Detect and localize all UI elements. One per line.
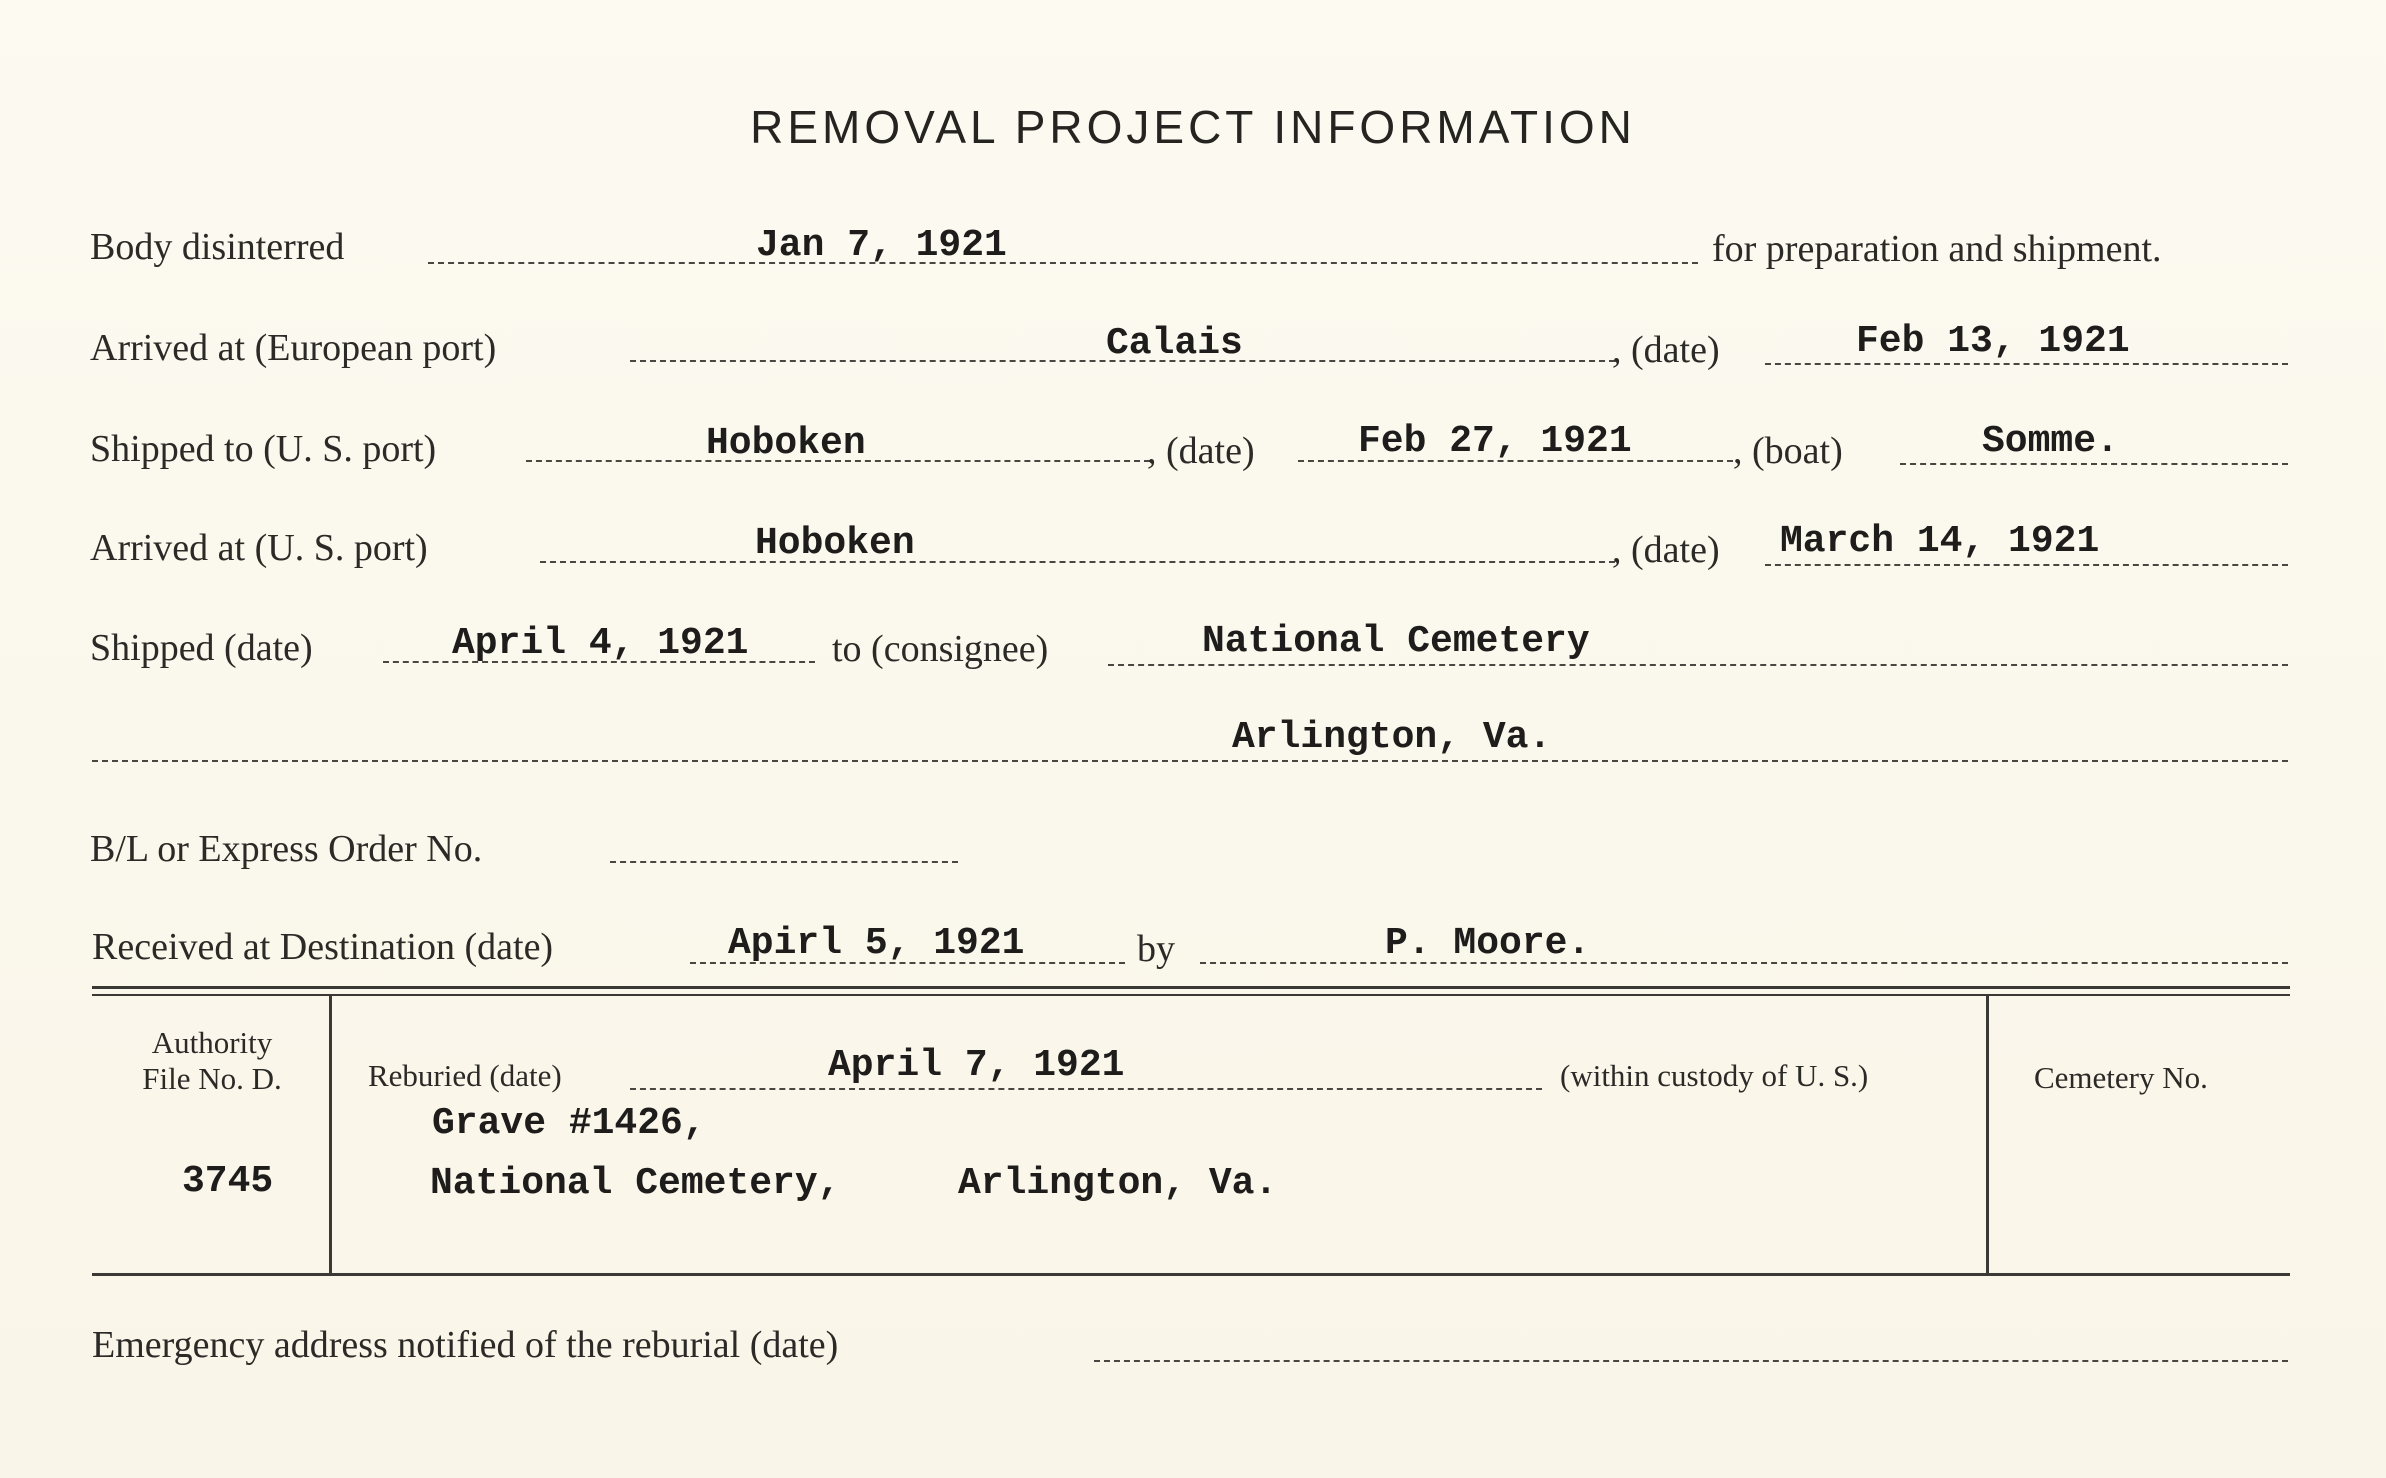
- reburial-location-part-1: National Cemetery,: [430, 1162, 841, 1205]
- consignee-continuation-line: [92, 760, 2288, 762]
- cemetery-number-label: Cemetery No.: [2034, 1060, 2208, 1095]
- euro-port-date-label: , (date): [1612, 329, 1720, 371]
- shipped-us-boat-label: , (boat): [1733, 430, 1843, 472]
- arrived-us-date-line: [1765, 564, 2288, 566]
- disinterred-label: Body disinterred: [90, 226, 345, 268]
- authority-file-number: 3745: [182, 1160, 274, 1203]
- received-label: Received at Destination (date): [92, 926, 554, 968]
- reburied-date-line: [630, 1088, 1542, 1090]
- euro-port-value: Calais: [1106, 322, 1243, 365]
- shipped-us-boat: Somme.: [1982, 420, 2119, 463]
- authority-label-line-1: Authority: [151, 1025, 273, 1060]
- shipped-us-label: Shipped to (U. S. port): [90, 428, 437, 470]
- shipped-us-date-label: , (date): [1147, 430, 1255, 472]
- arrived-us-date: March 14, 1921: [1780, 520, 2100, 563]
- grave-line: Grave #1426,: [432, 1102, 706, 1145]
- custody-label: (within custody of U. S.): [1560, 1058, 1869, 1093]
- consignee-label: to (consignee): [832, 628, 1049, 670]
- received-by: P. Moore.: [1385, 922, 1591, 965]
- shipped-date: April 4, 1921: [452, 622, 749, 665]
- authority-label-line-2: File No. D.: [142, 1061, 282, 1096]
- consignee-line: [1108, 664, 2288, 666]
- emergency-date-line: [1094, 1360, 2288, 1362]
- box-bottom-rule: [92, 1273, 2290, 1276]
- reburial-location-part-2: Arlington, Va.: [958, 1162, 1278, 1205]
- euro-port-label: Arrived at (European port): [90, 327, 497, 369]
- disinterred-date: Jan 7, 1921: [756, 224, 1007, 267]
- bl-line: [610, 861, 958, 863]
- euro-port-date: Feb 13, 1921: [1856, 320, 2130, 363]
- box-divider-left: [329, 996, 332, 1273]
- received-by-line: [1200, 962, 2288, 964]
- arrived-us-line: [540, 561, 1615, 563]
- consignee-line-2: Arlington, Va.: [1232, 716, 1552, 759]
- disinterred-suffix: for preparation and shipment.: [1712, 228, 2162, 270]
- card-title: REMOVAL PROJECT INFORMATION: [750, 101, 1636, 153]
- consignee-line-1: National Cemetery: [1202, 620, 1590, 663]
- received-date: Apirl 5, 1921: [728, 922, 1025, 965]
- reburied-date: April 7, 1921: [828, 1044, 1125, 1087]
- received-by-label: by: [1137, 928, 1175, 970]
- box-divider-right: [1986, 996, 1989, 1273]
- bl-label: B/L or Express Order No.: [90, 828, 483, 870]
- shipped-date-label: Shipped (date): [90, 627, 313, 669]
- shipped-us-date: Feb 27, 1921: [1358, 420, 1632, 463]
- shipped-us-value: Hoboken: [706, 422, 866, 465]
- emergency-label: Emergency address notified of the reburial (date): [92, 1324, 839, 1366]
- box-top-rule-2: [92, 994, 2290, 996]
- box-top-rule-1: [92, 986, 2290, 989]
- arrived-us-label: Arrived at (U. S. port): [90, 527, 428, 569]
- disinterred-line: [428, 262, 1698, 264]
- reburied-label: Reburied (date): [368, 1058, 562, 1093]
- arrived-us-date-label: , (date): [1612, 529, 1720, 571]
- arrived-us-value: Hoboken: [755, 522, 915, 565]
